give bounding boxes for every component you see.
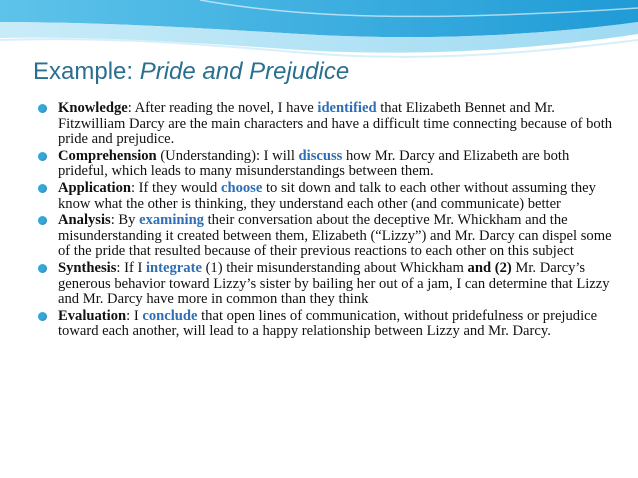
bullet-text: that Elizabeth Bennet and Mr. Fitzwilliam Darcy are the main characters and have a difficult time connecting because of both pride and prejudice. (58, 100, 613, 148)
bullet-keyword: identified (317, 100, 377, 116)
bullet-comprehension (38, 149, 618, 180)
bullet-text: their conversation about the deceptive Mr. Whickham and the misunderstanding it created between them, Elizabeth (“Lizzy”) and Mr. Darcy can dispel some of the pride that resulted because of their previous reactions to each other on this subject (58, 212, 612, 260)
bullet-term: Knowledge (58, 100, 128, 116)
bullet-knowledge (38, 101, 618, 148)
bullet-term: Evaluation (58, 307, 127, 324)
title-prefix: Example: (33, 58, 140, 85)
slide-title (33, 58, 349, 86)
bullet-text: : If I (116, 259, 146, 276)
bullet-text: : After reading the novel, I have (127, 100, 318, 116)
bullet-text: to sit down and talk to each other without assuming they know what the other is thinking, they understand each other (and communicate) better (58, 179, 596, 212)
bullet-text: that open lines of communication, without pridefulness or prejudice toward each another, will lead to a happy relationship between Lizzy and Mr. Darcy. (58, 307, 598, 340)
bullet-dot-icon (38, 216, 47, 225)
bullet-dot-icon (38, 104, 47, 113)
bullet-term: Application (58, 179, 131, 196)
bullet-term: Analysis (58, 212, 111, 229)
bullet-text: Mr. Darcy’s generous behavior toward Lizzy’s sister by bailing her out of a jam, I can determine that Lizzy and Mr. Darcy have more in common than they think (58, 259, 610, 308)
bullet-analysis (38, 213, 618, 260)
bullet-synthesis (38, 261, 618, 308)
bullet-keyword: integrate (146, 259, 202, 276)
bullet-text: : If they would (130, 179, 221, 196)
bullet-dot-icon (38, 264, 47, 273)
bullet-text: (1) their misunderstanding about Whickham (201, 259, 468, 276)
bullet-evaluation (38, 309, 618, 340)
bullet-keyword: conclude (142, 307, 198, 324)
bullet-keyword: examining (139, 212, 204, 229)
bullet-list (38, 101, 618, 341)
bullet-keyword: choose (220, 179, 263, 196)
bullet-text: : I (126, 307, 143, 324)
bullet-text: (Understanding): I will (156, 147, 299, 164)
bullet-text: how Mr. Darcy and Elizabeth are both prideful, which leads to many misunderstandings between them. (58, 147, 570, 180)
bullet-term: Synthesis (58, 259, 117, 276)
bullet-application (38, 181, 618, 212)
bullet-dot-icon (38, 184, 47, 193)
title-italic: Pride and Prejudice (139, 58, 350, 85)
bullet-keyword: discuss (298, 147, 343, 164)
bullet-dot-icon (38, 312, 47, 321)
bullet-bold-text: and (2) (467, 259, 512, 276)
bullet-term: Comprehension (58, 147, 157, 164)
bullet-dot-icon (38, 152, 47, 161)
bullet-text: : By (110, 212, 140, 229)
